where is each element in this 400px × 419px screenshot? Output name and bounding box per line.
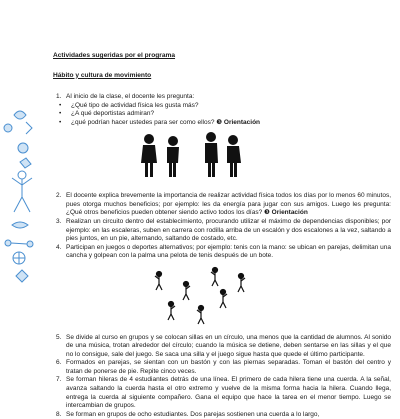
list-item: [51, 192, 391, 218]
orientation-icon: ❸: [264, 209, 270, 217]
item-number: 4.: [56, 243, 62, 251]
child-figure: [197, 305, 204, 324]
item-text: Se divide al curso en grupos y se colocan sillas en un círculo, una menos que la cantidad de alumnos. Al sonido de una música, trotan alrededor del círculo; cuando la música se detiene, deben sentarse en las sillas y el que no lo consigue, sale del juego. Se saca una silla y el juego sigue hasta que quede el último participante.: [66, 333, 391, 358]
child-figure: [220, 289, 227, 308]
bullet-item: [51, 102, 391, 111]
list-item: [51, 359, 391, 376]
list-item: [51, 411, 391, 419]
sidebar-illustration: [0, 0, 46, 400]
child-figure: [155, 271, 162, 290]
item-text: Se forman en grupos de ocho estudiantes. Dos parejas sostienen una cuerda a lo largo,: [66, 410, 320, 418]
child-figure: [238, 273, 245, 292]
bullet-icon: •: [59, 118, 62, 126]
person-figure: [205, 132, 218, 177]
list-item: [51, 93, 391, 102]
child-figure: [183, 281, 190, 300]
bullet-text: ¿Qué tipo de actividad física les gusta más?: [71, 101, 199, 109]
item-number: 7.: [56, 376, 62, 384]
item-number: 5.: [56, 333, 62, 341]
people-illustration: [51, 131, 391, 181]
child-figure: [211, 267, 218, 286]
bullet-item: [51, 119, 391, 128]
item-number: 1.: [56, 93, 62, 101]
bullet-text: ¿qué podrían hacer ustedes para ser como ellos?: [71, 118, 215, 126]
list-item: [51, 334, 391, 360]
item-number: 8.: [56, 410, 62, 418]
item-text: Realizan un circuito dentro del establecimiento, procurando utilizar el máximo de dependencias disponibles; por ejemplo: en las escaleras, suben en carrera con rodilla arriba de un escalón y dos escalones a la vez, saltando a pies juntos, en un pie, alternando, saltando de costado, etc.: [66, 217, 391, 243]
item-text: El docente explica brevemente la importancia de realizar actividad física todos los días por lo menos 60 minutos, pues otorga muchos beneficios; por ejemplo: les da energía para jugar con sus amigos. Luego les pregunta: ¿Qué otros beneficios pueden obtener siendo activo todos los días?: [66, 192, 391, 217]
document-subtitle: Hábito y cultura de movimiento: [53, 71, 152, 79]
person-figure: [167, 136, 179, 177]
list-item: [51, 376, 391, 410]
bullet-item: [51, 110, 391, 119]
child-figure: [168, 301, 175, 320]
list-item: [51, 244, 391, 261]
item-text: Formados en parejas, se sientan con un bastón y con las piernas separadas. Toman el bastón del centro y tratan de ponerse de pie. Repite cinco veces.: [66, 359, 391, 375]
kids-playing-illustration: [51, 264, 391, 326]
item-number: 6.: [56, 359, 62, 367]
person-figure: [227, 135, 241, 177]
sidebar-decor-icons: [4, 111, 33, 282]
bullet-icon: •: [59, 110, 62, 118]
document-title: Actividades sugeridas por el programa: [53, 52, 176, 59]
list-item: [51, 218, 391, 244]
orientation-tag: Orientación: [271, 209, 308, 217]
document-body: [51, 52, 391, 419]
item-text: Se forman hileras de 4 estudiantes detrás de una línea. El primero de cada hilera tiene una cuerda. A la señal, avanza saltando la cuerda hasta el otro extremo y vuelve de la misma forma hacia la hilera. Cuando llega, entrega la cuerda al siguiente compañero. Gana el equipo que hace la tarea en el menor tiempo. Luego se intercambian de grupos.: [66, 376, 391, 410]
orientation-tag: Orientación: [223, 118, 261, 126]
item-number: 2.: [56, 192, 62, 200]
item-number: 3.: [56, 217, 62, 225]
item-text: Al inicio de la clase, el docente les pregunta:: [66, 93, 195, 101]
bullet-text: ¿A qué deportistas admiran?: [71, 110, 155, 118]
item-text: Participan en juegos o deportes alternativos; por ejemplo: tenis con la mano: se ubican en parejas, delimitan una cancha y golpean con la palma una pelota de tenis después de un bote.: [66, 243, 391, 260]
bullet-icon: •: [59, 101, 62, 109]
person-figure: [141, 134, 157, 177]
orientation-icon: ❸: [216, 118, 223, 126]
